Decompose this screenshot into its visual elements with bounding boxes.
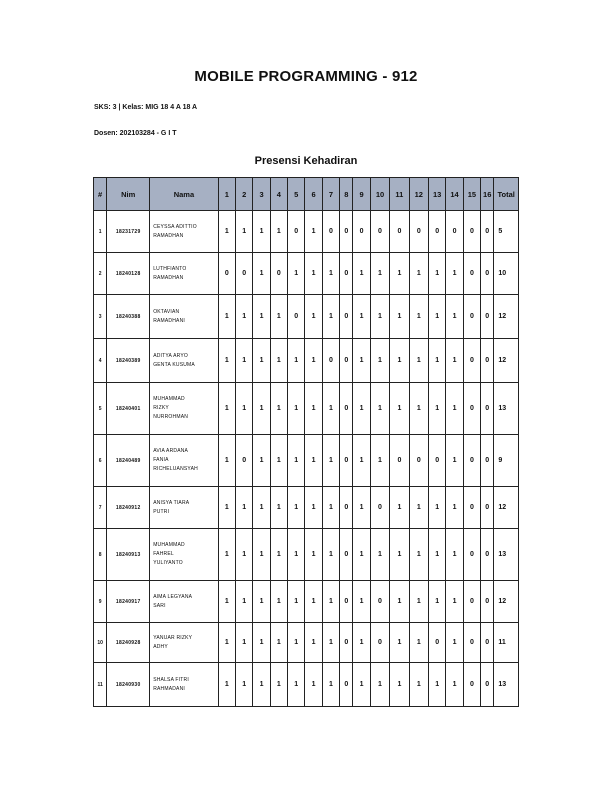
table-body	[94, 211, 519, 707]
attendance-cell: 0	[481, 211, 494, 253]
attendance-cell: 1	[390, 383, 409, 435]
attendance-cell: 0	[481, 529, 494, 581]
table-row	[94, 383, 519, 435]
attendance-cell: 0	[481, 663, 494, 707]
attendance-cell: 1	[235, 487, 252, 529]
attendance-cell: 1	[235, 211, 252, 253]
row-number: 6	[94, 435, 107, 487]
attendance-cell: 1	[270, 623, 287, 663]
column-header: 12	[409, 178, 428, 211]
column-header: 4	[270, 178, 287, 211]
attendance-cell: 1	[270, 295, 287, 339]
attendance-cell: 0	[340, 487, 353, 529]
attendance-total: 13	[494, 529, 519, 581]
attendance-cell: 1	[409, 339, 428, 383]
attendance-cell: 0	[340, 623, 353, 663]
attendance-cell: 0	[409, 435, 428, 487]
column-header: 15	[463, 178, 480, 211]
attendance-cell: 1	[353, 295, 370, 339]
attendance-cell: 0	[370, 211, 389, 253]
row-number: 8	[94, 529, 107, 581]
attendance-cell: 1	[370, 295, 389, 339]
attendance-cell: 1	[353, 663, 370, 707]
attendance-cell: 0	[463, 623, 480, 663]
attendance-cell: 1	[390, 623, 409, 663]
attendance-cell: 1	[270, 211, 287, 253]
student-name-line: AVIA ARDANA	[153, 448, 189, 454]
attendance-cell: 1	[288, 435, 305, 487]
attendance-cell: 1	[446, 253, 463, 295]
attendance-cell: 1	[353, 339, 370, 383]
student-nim: 18240401	[107, 383, 150, 435]
attendance-cell: 1	[218, 435, 235, 487]
attendance-cell: 1	[353, 253, 370, 295]
attendance-cell: 1	[270, 581, 287, 623]
student-name-line: OKTAVIAN	[153, 308, 180, 315]
attendance-cell: 0	[481, 623, 494, 663]
sks-kelas-info: SKS: 3 | Kelas: MIG 18 4 A 18 A	[94, 104, 198, 111]
attendance-cell: 0	[340, 435, 353, 487]
student-name	[150, 663, 218, 707]
attendance-cell: 1	[409, 663, 428, 707]
attendance-total: 12	[494, 487, 519, 529]
student-name-line: SARI	[153, 602, 166, 609]
attendance-cell: 1	[270, 339, 287, 383]
attendance-total: 5	[494, 211, 519, 253]
attendance-cell: 1	[446, 529, 463, 581]
attendance-cell: 0	[429, 211, 446, 253]
attendance-cell: 1	[253, 435, 270, 487]
attendance-cell: 1	[305, 623, 322, 663]
attendance-cell: 1	[446, 581, 463, 623]
attendance-cell: 1	[305, 529, 322, 581]
student-name-line: NURROHMAN	[153, 414, 189, 420]
attendance-cell: 0	[340, 663, 353, 707]
attendance-cell: 0	[481, 581, 494, 623]
table-row	[94, 487, 519, 529]
student-name-line: PUTRI	[153, 508, 170, 515]
row-number: 4	[94, 339, 107, 383]
student-name-line: RAHMADANI	[153, 685, 185, 692]
attendance-cell: 1	[353, 487, 370, 529]
attendance-cell: 1	[270, 663, 287, 707]
attendance-cell: 0	[463, 581, 480, 623]
attendance-cell: 1	[218, 383, 235, 435]
attendance-cell: 0	[481, 253, 494, 295]
column-header: 2	[235, 178, 252, 211]
student-nim: 18240489	[107, 435, 150, 487]
attendance-cell: 1	[322, 529, 339, 581]
attendance-cell: 1	[390, 487, 409, 529]
attendance-cell: 1	[370, 435, 389, 487]
student-name-line: RAMADHAN	[153, 232, 184, 239]
student-name-line: RICHELUANSYAH	[153, 466, 198, 472]
attendance-cell: 0	[288, 211, 305, 253]
attendance-cell: 0	[429, 435, 446, 487]
student-name	[150, 211, 218, 253]
attendance-cell: 1	[288, 529, 305, 581]
attendance-cell: 1	[218, 339, 235, 383]
attendance-cell: 1	[305, 211, 322, 253]
attendance-cell: 1	[270, 529, 287, 581]
attendance-cell: 1	[288, 383, 305, 435]
student-name-line: LUTHFIANTO	[153, 265, 187, 272]
column-header: 3	[253, 178, 270, 211]
attendance-cell: 1	[409, 295, 428, 339]
student-name-line: SHALSA FITRI	[153, 676, 189, 683]
student-name-line: FANIA	[153, 457, 169, 463]
attendance-cell: 1	[322, 663, 339, 707]
student-name-line: MUHAMMAD	[153, 396, 185, 402]
row-number: 5	[94, 383, 107, 435]
attendance-cell: 0	[481, 383, 494, 435]
attendance-cell: 1	[288, 339, 305, 383]
attendance-cell: 1	[409, 623, 428, 663]
table-row	[94, 435, 519, 487]
student-name-line: ADITYA ARYO	[153, 352, 188, 359]
attendance-total: 11	[494, 623, 519, 663]
attendance-cell: 1	[429, 529, 446, 581]
row-number: 9	[94, 581, 107, 623]
column-header: 9	[353, 178, 370, 211]
attendance-cell: 1	[322, 253, 339, 295]
column-header: 5	[288, 178, 305, 211]
attendance-cell: 1	[390, 253, 409, 295]
attendance-cell: 0	[370, 623, 389, 663]
attendance-cell: 1	[305, 663, 322, 707]
attendance-cell: 1	[235, 383, 252, 435]
attendance-cell: 1	[305, 339, 322, 383]
attendance-cell: 0	[353, 211, 370, 253]
attendance-cell: 0	[481, 487, 494, 529]
column-header: 6	[305, 178, 322, 211]
attendance-cell: 1	[446, 435, 463, 487]
column-header: 14	[446, 178, 463, 211]
attendance-cell: 1	[370, 663, 389, 707]
attendance-cell: 1	[305, 435, 322, 487]
attendance-cell: 1	[446, 487, 463, 529]
column-header: Total	[494, 178, 519, 211]
attendance-cell: 1	[253, 529, 270, 581]
attendance-cell: 0	[322, 339, 339, 383]
row-number: 2	[94, 253, 107, 295]
attendance-cell: 1	[446, 663, 463, 707]
attendance-cell: 0	[370, 581, 389, 623]
attendance-cell: 1	[305, 383, 322, 435]
attendance-cell: 1	[429, 339, 446, 383]
attendance-cell: 1	[270, 383, 287, 435]
student-name-line: MUHAMMAD	[153, 542, 185, 548]
attendance-total: 9	[494, 435, 519, 487]
attendance-cell: 1	[253, 211, 270, 253]
attendance-total: 12	[494, 339, 519, 383]
attendance-cell: 1	[218, 295, 235, 339]
student-nim: 18240912	[107, 487, 150, 529]
student-name-line: RIZKY	[153, 405, 169, 411]
attendance-cell: 1	[446, 383, 463, 435]
table-row	[94, 295, 519, 339]
student-nim: 18240930	[107, 663, 150, 707]
attendance-cell: 1	[353, 435, 370, 487]
table-row	[94, 529, 519, 581]
attendance-cell: 1	[446, 339, 463, 383]
attendance-cell: 0	[322, 211, 339, 253]
attendance-cell: 1	[322, 435, 339, 487]
attendance-cell: 0	[340, 295, 353, 339]
row-number: 11	[94, 663, 107, 707]
student-name	[150, 435, 218, 487]
attendance-cell: 0	[340, 253, 353, 295]
column-header: 16	[481, 178, 494, 211]
attendance-cell: 0	[218, 253, 235, 295]
page-title: MOBILE PROGRAMMING - 912	[194, 68, 418, 85]
column-header: 10	[370, 178, 389, 211]
attendance-cell: 1	[409, 487, 428, 529]
student-nim: 18240928	[107, 623, 150, 663]
attendance-cell: 1	[322, 623, 339, 663]
attendance-cell: 1	[218, 487, 235, 529]
attendance-cell: 0	[463, 383, 480, 435]
column-header: 13	[429, 178, 446, 211]
attendance-cell: 1	[409, 581, 428, 623]
attendance-table	[93, 177, 519, 707]
attendance-cell: 1	[218, 663, 235, 707]
attendance-cell: 0	[463, 435, 480, 487]
attendance-total: 13	[494, 663, 519, 707]
attendance-cell: 1	[322, 581, 339, 623]
student-name-line: YANUAR RIZKY	[153, 634, 193, 641]
column-header: #	[94, 178, 107, 211]
student-nim: 18240389	[107, 339, 150, 383]
attendance-cell: 0	[235, 253, 252, 295]
attendance-cell: 1	[270, 435, 287, 487]
attendance-cell: 1	[370, 253, 389, 295]
row-number: 1	[94, 211, 107, 253]
attendance-cell: 0	[446, 211, 463, 253]
attendance-cell: 1	[429, 663, 446, 707]
attendance-cell: 1	[288, 663, 305, 707]
table-row	[94, 623, 519, 663]
attendance-cell: 1	[322, 383, 339, 435]
attendance-cell: 0	[463, 339, 480, 383]
attendance-cell: 1	[253, 383, 270, 435]
student-name-line: RAMADHANI	[153, 317, 185, 324]
student-name-line: CEYSSA ADITTIO	[153, 223, 197, 230]
column-header: Nama	[150, 178, 218, 211]
student-name-line: YULIYANTO	[153, 560, 183, 566]
attendance-cell: 1	[305, 253, 322, 295]
student-name-line: RAMADHAN	[153, 274, 184, 281]
attendance-cell: 1	[409, 383, 428, 435]
student-name	[150, 295, 218, 339]
attendance-cell: 0	[463, 529, 480, 581]
student-nim: 18240917	[107, 581, 150, 623]
section-title: Presensi Kehadiran	[254, 155, 358, 167]
attendance-cell: 1	[446, 623, 463, 663]
attendance-cell: 0	[340, 339, 353, 383]
attendance-cell: 1	[305, 581, 322, 623]
attendance-total: 13	[494, 383, 519, 435]
table-row	[94, 211, 519, 253]
attendance-cell: 0	[429, 623, 446, 663]
table-row	[94, 581, 519, 623]
attendance-cell: 1	[218, 623, 235, 663]
attendance-cell: 1	[409, 529, 428, 581]
attendance-cell: 1	[370, 339, 389, 383]
attendance-cell: 1	[253, 295, 270, 339]
attendance-cell: 0	[481, 435, 494, 487]
attendance-cell: 1	[288, 623, 305, 663]
attendance-cell: 0	[463, 663, 480, 707]
attendance-cell: 1	[235, 581, 252, 623]
student-name-line: FAHREL	[153, 551, 174, 557]
attendance-cell: 1	[253, 487, 270, 529]
attendance-cell: 1	[353, 623, 370, 663]
attendance-cell: 0	[409, 211, 428, 253]
table-row	[94, 253, 519, 295]
attendance-cell: 1	[235, 529, 252, 581]
student-name-line: ANISYA TIARA	[153, 499, 190, 506]
attendance-cell: 0	[463, 211, 480, 253]
row-number: 10	[94, 623, 107, 663]
attendance-total: 10	[494, 253, 519, 295]
attendance-cell: 1	[353, 383, 370, 435]
attendance-cell: 1	[235, 339, 252, 383]
attendance-cell: 0	[463, 487, 480, 529]
table-row	[94, 663, 519, 707]
student-name	[150, 581, 218, 623]
attendance-cell: 1	[235, 663, 252, 707]
table-header-row	[94, 178, 519, 211]
attendance-cell: 0	[481, 339, 494, 383]
attendance-cell: 1	[288, 253, 305, 295]
student-name	[150, 253, 218, 295]
student-name-line: AIMA LEGYANA	[153, 593, 193, 600]
attendance-cell: 1	[218, 529, 235, 581]
attendance-cell: 1	[253, 623, 270, 663]
attendance-cell: 1	[390, 339, 409, 383]
attendance-cell: 0	[235, 435, 252, 487]
attendance-cell: 0	[340, 383, 353, 435]
column-header: 11	[390, 178, 409, 211]
attendance-cell: 1	[288, 487, 305, 529]
attendance-cell: 1	[353, 529, 370, 581]
attendance-cell: 1	[322, 295, 339, 339]
student-nim: 18231729	[107, 211, 150, 253]
attendance-cell: 1	[270, 487, 287, 529]
student-name-line: GENTA KUSUMA	[153, 361, 195, 368]
column-header: Nim	[107, 178, 150, 211]
student-name	[150, 623, 218, 663]
attendance-cell: 1	[429, 295, 446, 339]
attendance-total: 12	[494, 295, 519, 339]
attendance-cell: 0	[288, 295, 305, 339]
attendance-cell: 0	[463, 253, 480, 295]
attendance-cell: 1	[218, 581, 235, 623]
attendance-cell: 1	[370, 529, 389, 581]
student-name-line: ADHY	[153, 643, 168, 650]
attendance-cell: 0	[370, 487, 389, 529]
attendance-cell: 1	[353, 581, 370, 623]
row-number: 3	[94, 295, 107, 339]
attendance-cell: 1	[305, 295, 322, 339]
attendance-cell: 1	[253, 339, 270, 383]
student-nim: 18240128	[107, 253, 150, 295]
attendance-cell: 1	[390, 529, 409, 581]
column-header: 8	[340, 178, 353, 211]
attendance-cell: 0	[481, 295, 494, 339]
student-nim: 18240913	[107, 529, 150, 581]
attendance-cell: 1	[218, 211, 235, 253]
attendance-cell: 0	[340, 581, 353, 623]
attendance-cell: 1	[429, 581, 446, 623]
attendance-cell: 1	[235, 295, 252, 339]
attendance-cell: 0	[390, 211, 409, 253]
attendance-cell: 1	[253, 581, 270, 623]
column-header: 7	[322, 178, 339, 211]
attendance-cell: 0	[463, 295, 480, 339]
student-name	[150, 487, 218, 529]
attendance-cell: 1	[253, 253, 270, 295]
student-name	[150, 529, 218, 581]
attendance-total: 12	[494, 581, 519, 623]
attendance-cell: 1	[322, 487, 339, 529]
row-number: 7	[94, 487, 107, 529]
attendance-cell: 1	[409, 253, 428, 295]
attendance-cell: 1	[305, 487, 322, 529]
attendance-cell: 0	[340, 529, 353, 581]
attendance-cell: 0	[270, 253, 287, 295]
attendance-cell: 1	[235, 623, 252, 663]
attendance-cell: 1	[429, 383, 446, 435]
attendance-cell: 0	[390, 435, 409, 487]
attendance-cell: 1	[429, 487, 446, 529]
attendance-cell: 1	[253, 663, 270, 707]
student-name	[150, 383, 218, 435]
attendance-cell: 1	[390, 663, 409, 707]
attendance-cell: 1	[390, 581, 409, 623]
attendance-cell: 0	[340, 211, 353, 253]
attendance-cell: 1	[390, 295, 409, 339]
student-name	[150, 339, 218, 383]
attendance-cell: 1	[370, 383, 389, 435]
column-header: 1	[218, 178, 235, 211]
attendance-cell: 1	[429, 253, 446, 295]
student-nim: 18240388	[107, 295, 150, 339]
attendance-cell: 1	[288, 581, 305, 623]
attendance-cell: 1	[446, 295, 463, 339]
dosen-info: Dosen: 202103284 - G I T	[94, 130, 177, 137]
table-row	[94, 339, 519, 383]
